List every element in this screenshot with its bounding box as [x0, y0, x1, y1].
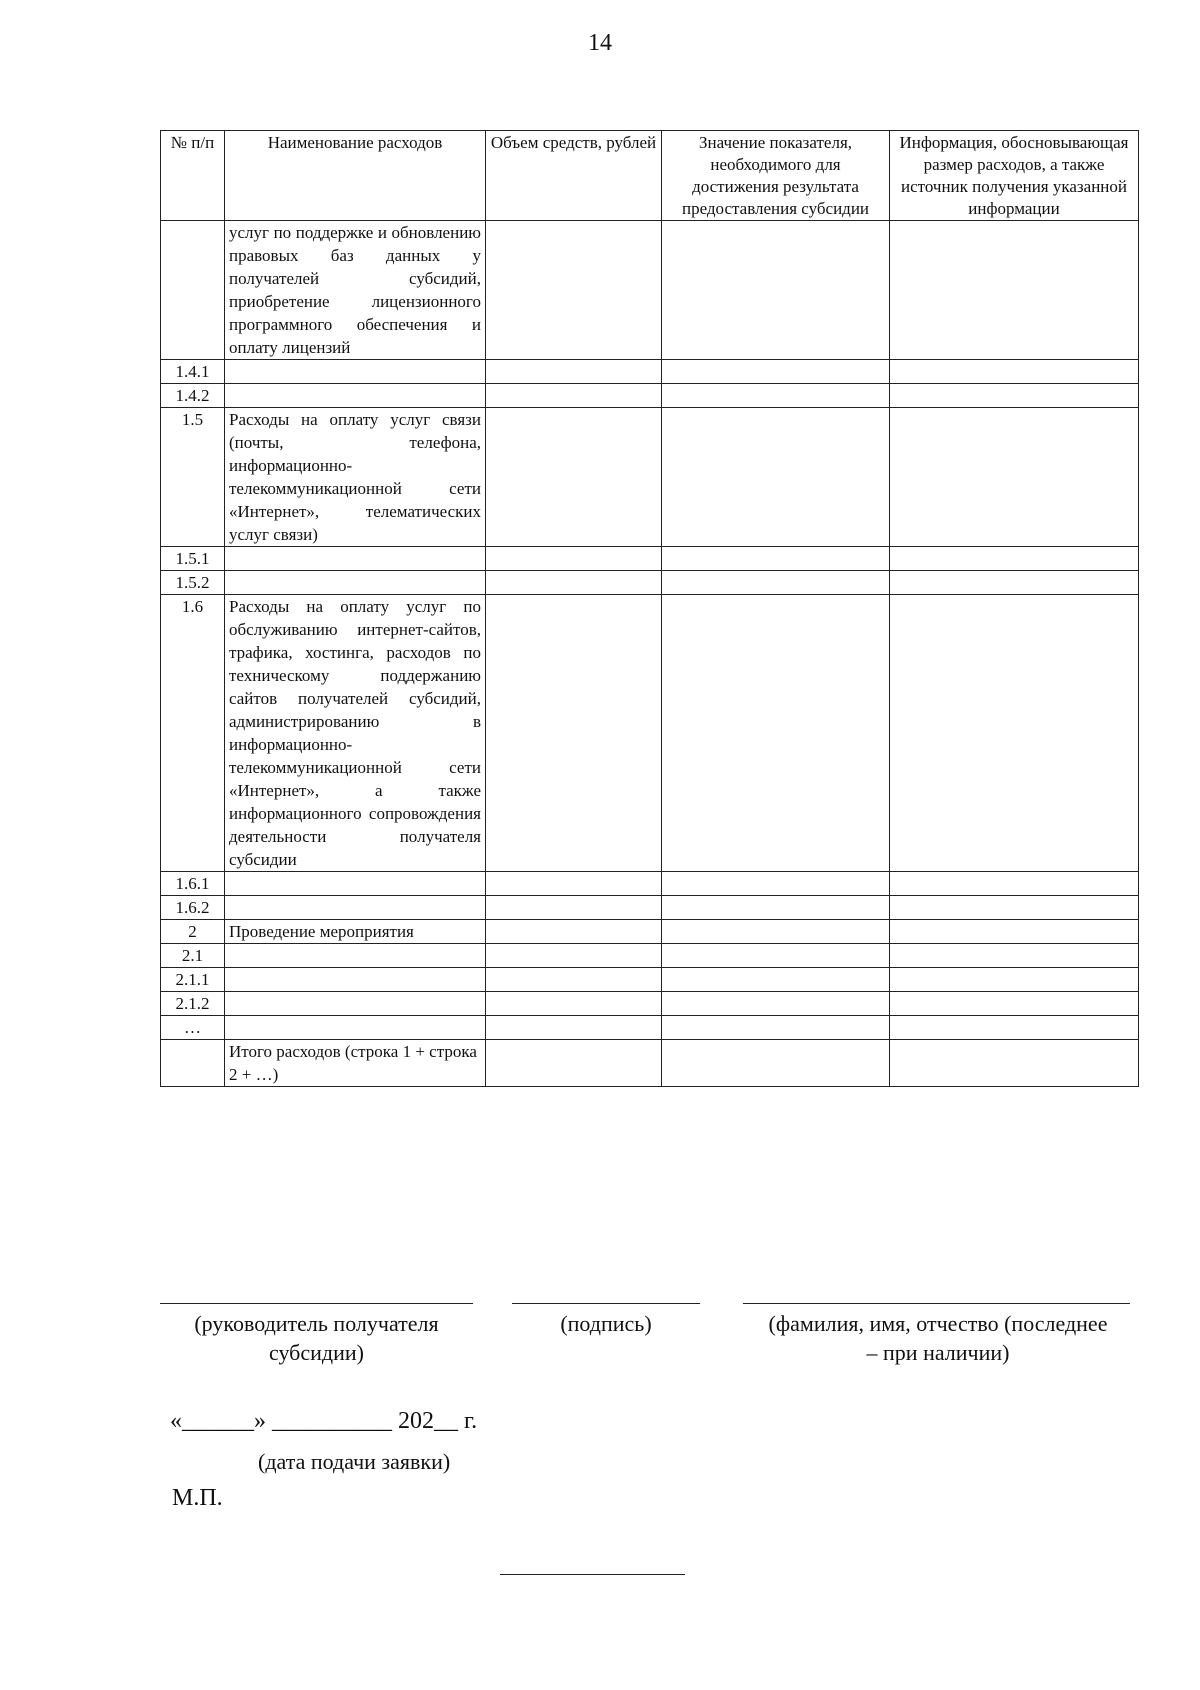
row-indicator-cell	[662, 1016, 890, 1040]
row-indicator-cell	[662, 872, 890, 896]
row-expense-name: Проведение мероприятия	[225, 920, 486, 944]
row-number: 1.4.1	[161, 360, 225, 384]
row-amount-cell	[486, 595, 662, 872]
table-row	[161, 872, 1139, 896]
row-info-cell	[890, 1016, 1139, 1040]
row-amount-cell	[486, 360, 662, 384]
row-info-cell	[890, 384, 1139, 408]
seal-label: М.П.	[172, 1485, 223, 1511]
row-indicator-cell	[662, 968, 890, 992]
header-expense-name: Наименование расходов	[225, 131, 486, 221]
row-amount-cell	[486, 408, 662, 547]
row-info-cell	[890, 920, 1139, 944]
row-amount-cell	[486, 1016, 662, 1040]
head-signature-line	[160, 1303, 473, 1304]
row-indicator-cell	[662, 571, 890, 595]
row-expense-name: Расходы на оплату услуг по обслуживанию интернет-сайтов, трафика, хостинга, расходов по техническому поддержанию сайтов получателей субсидий, администрированию в информационно-телекоммуникационной сети «Интернет», а также информационного сопровождения деятельности получателя субсидии	[225, 595, 486, 872]
row-indicator-cell	[662, 595, 890, 872]
table-row	[161, 595, 1139, 872]
row-expense-name	[225, 384, 486, 408]
row-info-cell	[890, 360, 1139, 384]
row-number: 2	[161, 920, 225, 944]
row-indicator-cell	[662, 920, 890, 944]
table-row	[161, 968, 1139, 992]
row-amount-cell	[486, 920, 662, 944]
table-row	[161, 221, 1139, 360]
table-row	[161, 571, 1139, 595]
row-amount-cell	[486, 1040, 662, 1087]
expenses-table	[160, 130, 1139, 1087]
row-indicator-cell	[662, 547, 890, 571]
row-info-cell	[890, 547, 1139, 571]
table-header-row	[161, 131, 1139, 221]
row-number: 1.6	[161, 595, 225, 872]
table-row	[161, 547, 1139, 571]
row-number: 1.5.2	[161, 571, 225, 595]
signature-line	[512, 1303, 700, 1304]
table-total-row	[161, 1040, 1139, 1087]
total-expenses-label: Итого расходов (строка 1 + строка 2 + …)	[225, 1040, 486, 1087]
row-number: 2.1	[161, 944, 225, 968]
table-row	[161, 944, 1139, 968]
row-expense-name	[225, 992, 486, 1016]
row-amount-cell	[486, 384, 662, 408]
header-indicator-value: Значение показателя, необходимого для достижения результата предоставления субсидии	[662, 131, 890, 221]
row-number: 1.5	[161, 408, 225, 547]
signature-caption: (подпись)	[560, 1311, 652, 1336]
date-line: «______» __________ 202__ г.	[170, 1408, 478, 1434]
row-amount-cell	[486, 547, 662, 571]
row-amount-cell	[486, 896, 662, 920]
row-expense-name: услуг по поддержке и обновлению правовых баз данных у получателей субсидий, приобретение лицензионного программного обеспечения и оплату лицензий	[225, 221, 486, 360]
row-amount-cell	[486, 968, 662, 992]
table-row	[161, 896, 1139, 920]
row-expense-name	[225, 571, 486, 595]
row-amount-cell	[486, 221, 662, 360]
row-info-cell	[890, 896, 1139, 920]
row-info-cell	[890, 595, 1139, 872]
row-number: 2.1.1	[161, 968, 225, 992]
row-number	[161, 221, 225, 360]
name-signature-line	[743, 1303, 1130, 1304]
row-info-cell	[890, 221, 1139, 360]
row-amount-cell	[486, 872, 662, 896]
row-info-cell	[890, 872, 1139, 896]
row-number: 1.5.1	[161, 547, 225, 571]
name-caption: (фамилия, имя, отчество (последнее – при наличии)	[768, 1311, 1108, 1365]
head-caption: (руководитель получателя субсидии)	[194, 1311, 439, 1365]
row-expense-name: Расходы на оплату услуг связи (почты, телефона, информационно-телекоммуникационной сети «Интернет», телематических услуг связи)	[225, 408, 486, 547]
header-number: № п/п	[161, 131, 225, 221]
row-info-cell	[890, 1040, 1139, 1087]
end-line	[500, 1574, 685, 1575]
row-expense-name	[225, 944, 486, 968]
row-indicator-cell	[662, 992, 890, 1016]
row-expense-name	[225, 896, 486, 920]
row-indicator-cell	[662, 1040, 890, 1087]
table-row	[161, 920, 1139, 944]
row-expense-name	[225, 968, 486, 992]
row-expense-name	[225, 1016, 486, 1040]
row-indicator-cell	[662, 360, 890, 384]
row-indicator-cell	[662, 408, 890, 547]
header-funds-amount: Объем средств, рублей	[486, 131, 662, 221]
table-row	[161, 992, 1139, 1016]
table-row	[161, 360, 1139, 384]
table-row	[161, 408, 1139, 547]
row-expense-name	[225, 872, 486, 896]
row-info-cell	[890, 968, 1139, 992]
date-caption: (дата подачи заявки)	[258, 1449, 451, 1474]
row-indicator-cell	[662, 384, 890, 408]
row-amount-cell	[486, 992, 662, 1016]
row-indicator-cell	[662, 944, 890, 968]
row-info-cell	[890, 571, 1139, 595]
page-number: 14	[588, 30, 612, 56]
row-number: 1.4.2	[161, 384, 225, 408]
row-info-cell	[890, 992, 1139, 1016]
row-amount-cell	[486, 571, 662, 595]
row-number: 1.6.1	[161, 872, 225, 896]
row-amount-cell	[486, 944, 662, 968]
row-info-cell	[890, 944, 1139, 968]
row-expense-name	[225, 547, 486, 571]
table-row	[161, 384, 1139, 408]
row-number: …	[161, 1016, 225, 1040]
table-row	[161, 1016, 1139, 1040]
row-info-cell	[890, 408, 1139, 547]
row-number: 1.6.2	[161, 896, 225, 920]
row-number	[161, 1040, 225, 1087]
row-number: 2.1.2	[161, 992, 225, 1016]
row-expense-name	[225, 360, 486, 384]
row-indicator-cell	[662, 896, 890, 920]
header-justification-info: Информация, обосновывающая размер расходов, а также источник получения указанной информации	[890, 131, 1139, 221]
row-indicator-cell	[662, 221, 890, 360]
